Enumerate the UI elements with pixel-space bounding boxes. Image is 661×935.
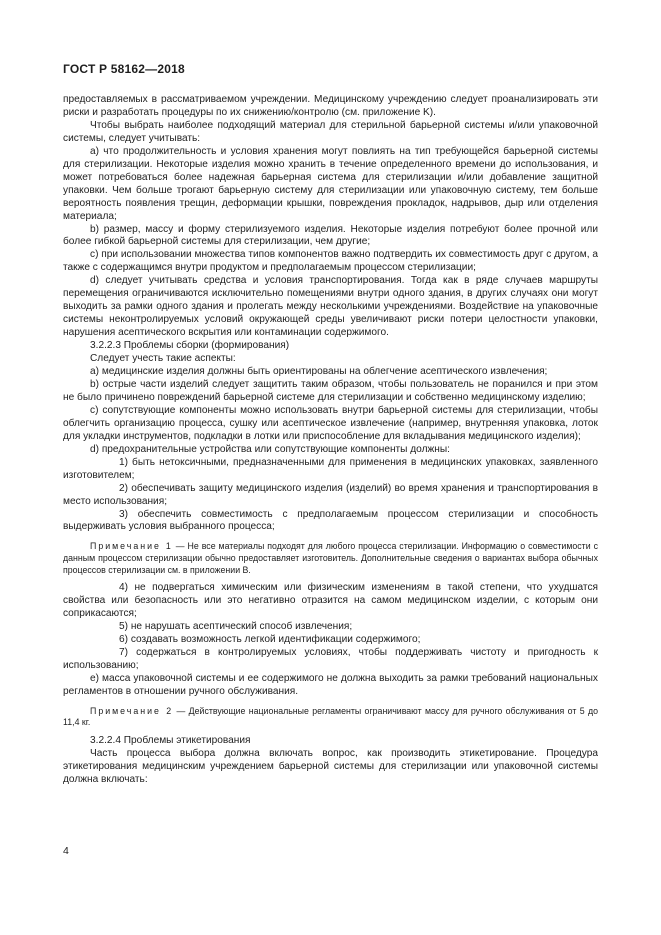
- list-item: e) масса упаковочной системы и ее содержимого не должна выходить за рамки требований национальных регламентов в отношении ручного обслуживания.: [63, 672, 598, 697]
- list-item: b) острые части изделий следует защитить таким образом, чтобы пользователь не поранился и при этом не было причинено повреждений барьерной системе для стерилизации и собственно медицинскому изделию;: [63, 378, 598, 403]
- sub-list-item: 5) не нарушать асептический способ извлечения;: [119, 621, 353, 633]
- section-heading: 3.2.2.4 Проблемы этикетирования: [90, 734, 251, 746]
- note-1: [63, 541, 598, 576]
- note-label: Примечание 2: [90, 705, 174, 716]
- section-heading: 3.2.2.3 Проблемы сборки (формирования): [90, 340, 290, 352]
- sub-list-item: 3) обеспечить совместимость с предполагаемым процессом стерилизации и способность выдерживать условия выбранного процесса;: [63, 508, 598, 533]
- sub-list-item: 7) содержаться в контролируемых условиях, чтобы поддерживать чистоту и пригодность к использованию;: [63, 646, 598, 671]
- note-2: [63, 706, 598, 729]
- paragraph: Чтобы выбрать наиболее подходящий материал для стерильной барьерной системы и/или упаковочной системы, следует учитывать:: [63, 119, 598, 144]
- document-body: [63, 94, 598, 787]
- sub-list-item: 2) обеспечивать защиту медицинского изделия (изделий) во время хранения и транспортирования в место использования;: [63, 482, 598, 507]
- list-item: a) медицинские изделия должны быть ориентированы на облегчение асептического извлечения;: [90, 366, 548, 378]
- page-number: 4: [63, 845, 69, 857]
- note-text: — Не все материалы подходят для любого процесса стерилизации. Информацию о совместимости с данным процессом стерилизации обычно предоставляет изготовитель. Дополнительные сведения о вариантах выбора обычных процессов стерилизации см. в приложении B.: [63, 541, 598, 575]
- paragraph: Часть процесса выбора должна включать вопрос, как производить этикетирование. Процедура этикетирования медицинским учреждением барьерной системы для стерилизации или упаковочной системы должна включать:: [63, 747, 598, 785]
- note-label: Примечание 1: [90, 541, 173, 552]
- paragraph: Следует учесть такие аспекты:: [90, 353, 236, 365]
- list-item: d) следует учитывать средства и условия транспортирования. Тогда как в ряде случаев маршруты перемещения ограничиваются исключительно помещениями внутри одного здания, в других случаях они могут выходить за рамки одного здания и пролегать между несколькими учреждениями. Воздействие на упаковочные системы неконтролируемых условий окружающей среды увеличивают риски потери целостности упаковки, нарушения асептического вскрытия или контаминации содержимого.: [63, 275, 598, 339]
- list-item: c) сопутствующие компоненты можно использовать внутри барьерной системы для стерилизации, чтобы облегчить организацию процесса, сушку или асептическое извлечение (например, внутренняя упаковка, лоток для укладки инструментов, подкладки в лотки или приспособление для вкладывания медицинского изделия);: [63, 404, 598, 442]
- list-item: c) при использовании множества типов компонентов важно подтвердить их совместимость друг с другом, а также с содержащимся внутри продуктом и предполагаемым процессом стерилизации;: [63, 249, 598, 274]
- list-item: a) что продолжительность и условия хранения могут повлиять на тип требующейся барьерной системы для стерилизации. Некоторые изделия можно хранить в течение определенного времени до использования, и может потребоваться более надежная барьерная система для стерилизации и/или добавление защитной упаковки. Чем больше трогают барьерную систему для стерилизации или упаковочную систему, тем больше вероятность появления трещин, деформации крышки, повреждения прокладок, надрывов, дыр или отделения материала;: [63, 145, 598, 222]
- note-text: — Действующие национальные регламенты ограничивают массу для ручного обслуживания от 5 до 11,4 кг.: [63, 705, 598, 728]
- paragraph: предоставляемых в рассматриваемом учреждении. Медицинскому учреждению следует проанализировать эти риски и разработать процедуры по их снижению/контролю (см. приложение K).: [63, 94, 598, 118]
- sub-list-item: 6) создавать возможность легкой идентификации содержимого;: [119, 634, 421, 645]
- list-item: d) предохранительные устройства или сопутствующие компоненты должны:: [90, 443, 450, 455]
- sub-list-item: 4) не подвергаться химическим или физическим изменениям в такой степени, что ухудшатся свойства или безопасность или это негативно отразится на самом медицинском изделии, с которым они соприкасаются;: [63, 582, 598, 620]
- document-header: ГОСТ Р 58162—2018: [63, 62, 185, 76]
- list-item: b) размер, массу и форму стерилизуемого изделия. Некоторые изделия потребуют более прочной или более гибкой барьерной системы для стерилизации, чем другие;: [63, 223, 598, 248]
- sub-list-item: 1) быть нетоксичными, предназначенными для применения в медицинских упаковках, заявленного изготовителем;: [63, 456, 598, 481]
